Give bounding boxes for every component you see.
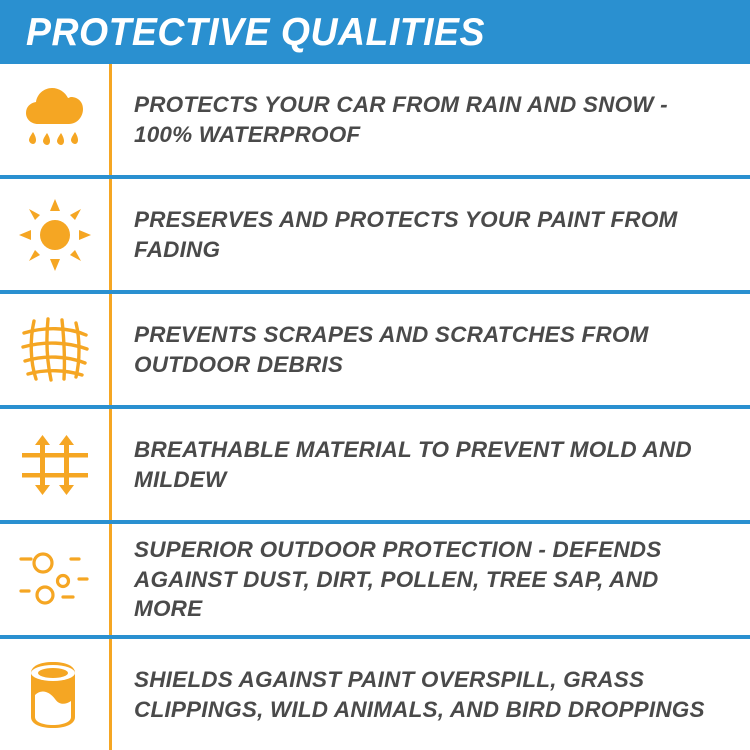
text-cell	[112, 409, 750, 520]
list-item	[0, 179, 750, 294]
paint-can-icon	[21, 659, 89, 731]
text-cell	[112, 294, 750, 405]
icon-cell	[0, 524, 112, 635]
list-item	[0, 524, 750, 639]
icon-cell	[0, 639, 112, 750]
page-title: PROTECTIVE QUALITIES	[26, 10, 485, 54]
feature-list	[0, 64, 750, 750]
breathable-airflow-icon	[18, 433, 92, 497]
feature-text: PRESERVES AND PROTECTS YOUR PAINT FROM FADING	[134, 206, 678, 262]
feature-text: SHIELDS AGAINST PAINT OVERSPILL, GRASS CLIPPINGS, WILD ANIMALS, AND BIRD DROPPINGS	[134, 666, 705, 722]
feature-text: PROTECTS YOUR CAR FROM RAIN AND SNOW - 100% WATERPROOF	[134, 91, 668, 147]
sun-icon	[19, 199, 91, 271]
header-bar	[0, 0, 750, 64]
feature-text: BREATHABLE MATERIAL TO PREVENT MOLD AND MILDEW	[134, 436, 692, 492]
icon-cell	[0, 294, 112, 405]
text-cell	[112, 179, 750, 290]
text-cell	[112, 524, 750, 635]
dust-particles-icon	[17, 549, 93, 611]
icon-cell	[0, 64, 112, 175]
rain-cloud-icon	[18, 86, 92, 154]
feature-text: SUPERIOR OUTDOOR PROTECTION - DEFENDS AGAINST DUST, DIRT, POLLEN, TREE SAP, AND MORE	[134, 536, 662, 622]
list-item	[0, 64, 750, 179]
list-item	[0, 639, 750, 750]
text-cell	[112, 639, 750, 750]
feature-text: PREVENTS SCRAPES AND SCRATCHES FROM OUTDOOR DEBRIS	[134, 321, 649, 377]
icon-cell	[0, 409, 112, 520]
text-cell	[112, 64, 750, 175]
scratch-mesh-icon	[20, 317, 90, 383]
list-item	[0, 409, 750, 524]
icon-cell	[0, 179, 112, 290]
list-item	[0, 294, 750, 409]
